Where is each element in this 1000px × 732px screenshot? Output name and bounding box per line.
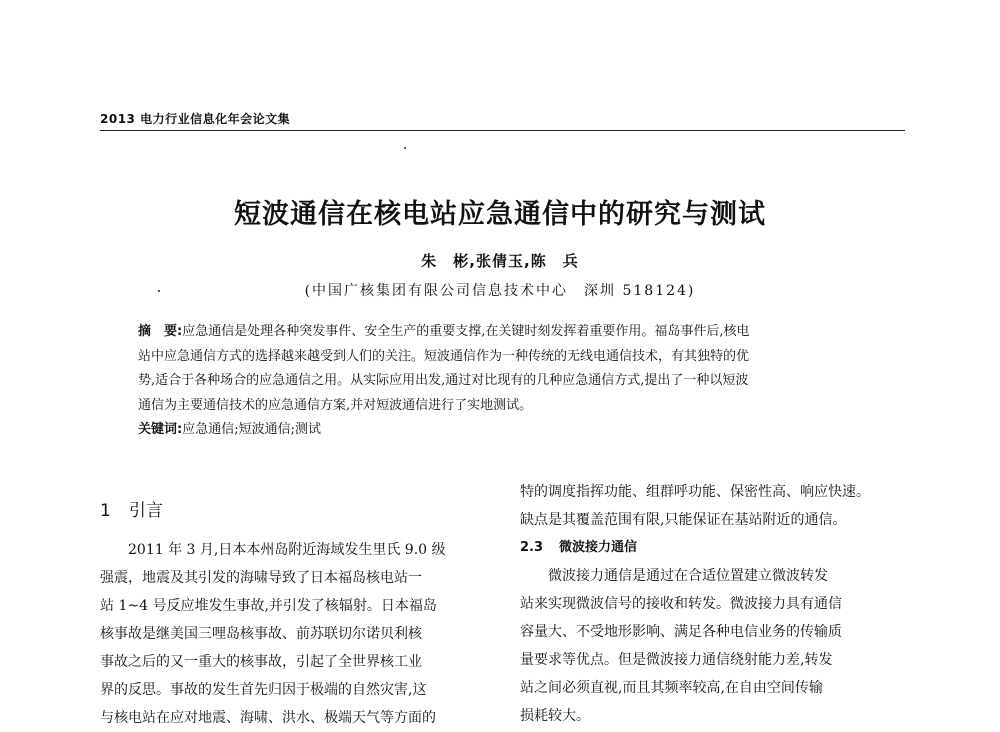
author-list: 朱 彬,张倩玉,陈 兵	[421, 252, 579, 270]
section-number: 1	[100, 501, 111, 521]
right-column	[520, 478, 920, 730]
subsection-number: 2.3	[520, 540, 544, 555]
keywords-text: 应急通信;短波通信;测试	[182, 422, 321, 438]
body-line: 站来实现微波信号的接收和转发。微波接力具有通信	[520, 596, 842, 612]
abstract-line: 站中应急通信方式的选择越来越受到人们的关注。短波通信作为一种传统的无线电通信技术，有其独特的优	[138, 348, 750, 364]
section-heading	[100, 496, 163, 521]
body-line: 2011 年 3 月,日本本州岛附近海域发生里氏 9.0 级	[128, 542, 446, 558]
keywords-label: 关键词:	[138, 422, 183, 438]
affiliation: (中国广核集团有限公司信息技术中心 深圳 518124)	[304, 283, 696, 299]
section-title: 引言	[128, 501, 163, 521]
header-rule	[100, 130, 905, 131]
subsection-heading	[520, 534, 920, 562]
body-line: 强震，地震及其引发的海啸导致了日本福岛核电站一	[100, 570, 422, 586]
left-column	[100, 536, 490, 732]
body-line: 量要求等优点。但是微波接力通信绕射能力差,转发	[520, 652, 833, 668]
body-line: 微波接力通信是通过在合适位置建立微波转发	[548, 568, 828, 584]
abstract-line: 通信为主要通信技术的应急通信方案,并对短波通信进行了实地测试。	[138, 397, 533, 413]
body-line: 站 1~4 号反应堆发生事故,并引发了核辐射。日本福岛	[100, 598, 437, 614]
abstract-label: 摘 要:	[138, 324, 183, 339]
scan-speck	[404, 147, 406, 149]
body-line: 与核电站在应对地震、海啸、洪水、极端天气等方面的	[100, 710, 436, 726]
body-line: 损耗较大。	[520, 708, 590, 724]
body-line: 缺点是其覆盖范围有限,只能保证在基站附近的通信。	[520, 512, 847, 528]
abstract-block	[138, 320, 868, 443]
body-line: 特的调度指挥功能、组群呼功能、保密性高、响应快速。	[520, 484, 870, 500]
body-line: 容量大、不受地形影响、满足各种电信业务的传输质	[520, 624, 842, 640]
running-head: 2013 电力行业信息化年会论文集	[100, 112, 291, 126]
abstract-line: 势,适合于各种场合的应急通信之用。从实际应用出发,通过对比现有的几种应急通信方式,提出了一种以短波	[138, 373, 749, 389]
subsection-title: 微波接力通信	[559, 540, 638, 555]
paper-title: 短波通信在核电站应急通信中的研究与测试	[234, 199, 766, 230]
abstract-line	[138, 320, 868, 345]
body-line: 站之间必须直视,而且其频率较高,在自由空间传输	[520, 680, 823, 696]
body-line: 核事故是继美国三哩岛核事故、前苏联切尔诺贝利核	[100, 626, 422, 642]
body-line: 界的反思。事故的发生首先归因于极端的自然灾害,这	[100, 682, 427, 698]
keywords-line	[138, 418, 868, 443]
body-line: 事故之后的又一重大的核事故，引起了全世界核工业	[100, 654, 422, 670]
abstract-text: 应急通信是处理各种突发事件、安全生产的重要支撑,在关键时刻发挥着重要作用。福岛事件后,核电	[182, 324, 750, 339]
